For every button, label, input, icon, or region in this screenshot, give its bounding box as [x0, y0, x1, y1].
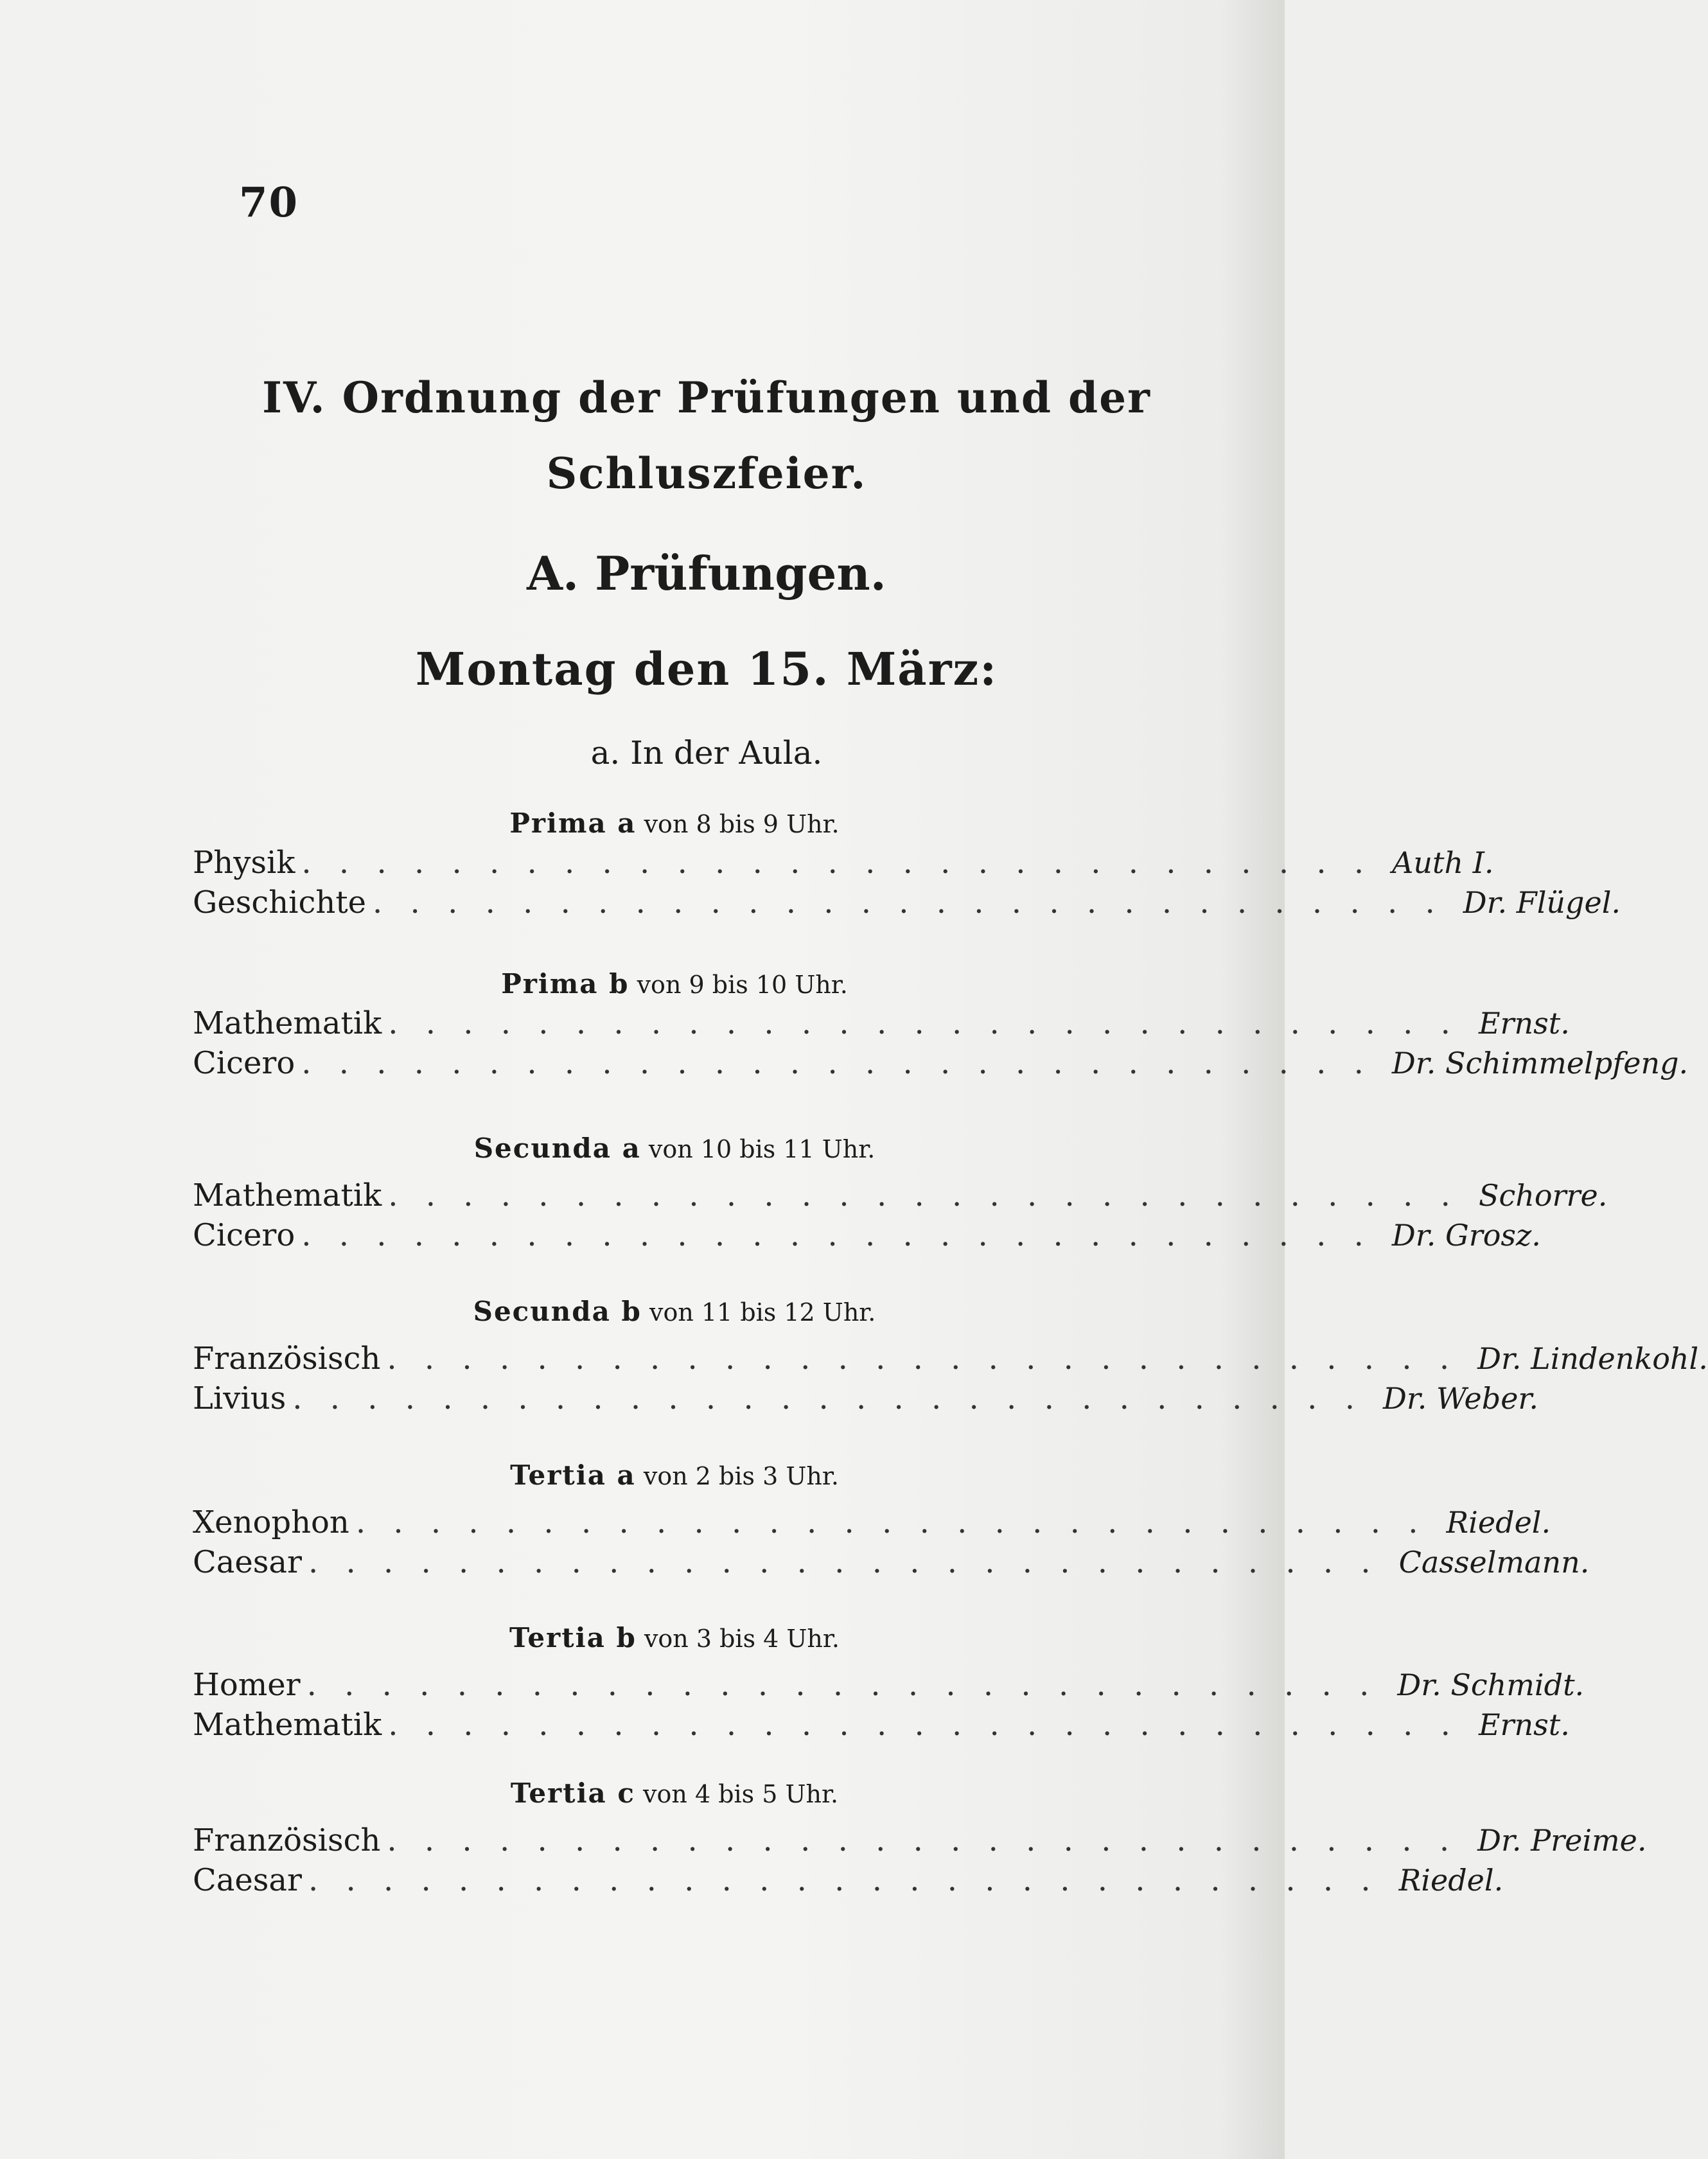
time-range: von 2 bis 3 Uhr.	[643, 1462, 839, 1490]
block-heading	[193, 965, 1156, 1003]
teacher: Dr. Lindenkohl.	[1477, 1341, 1708, 1376]
subject: Physik	[193, 845, 295, 881]
class-name: Secunda a	[473, 1132, 641, 1164]
table-row	[193, 1542, 1590, 1582]
sub-heading: A. Prüfungen.	[527, 546, 886, 601]
section-title-line-2: Schluszfeier.	[546, 448, 867, 498]
table-row	[193, 843, 1494, 883]
dot-leader: . . . . . . . . . . . . . . . . . . . . . . . . . . . . .	[387, 1341, 1459, 1377]
dot-leader: . . . . . . . . . . . . . . . . . . . . . . . . . . . . .	[388, 1707, 1459, 1743]
time-range: von 10 bis 11 Uhr.	[648, 1135, 876, 1163]
table-row	[193, 1502, 1551, 1542]
exam-block-tertia-b	[193, 1619, 1585, 1745]
dot-leader: . . . . . . . . . . . . . . . . . . . . . . . . . . . . .	[306, 1667, 1378, 1703]
teacher: Auth I.	[1392, 845, 1494, 880]
exam-block-tertia-c	[193, 1774, 1647, 1900]
class-name: Prima b	[501, 968, 629, 1000]
table-row	[193, 1176, 1608, 1215]
table-row	[193, 1043, 1689, 1083]
subject: Mathematik	[193, 1005, 382, 1041]
subject: Mathematik	[193, 1177, 382, 1213]
teacher: Ernst.	[1478, 1707, 1570, 1742]
table-row	[193, 1215, 1541, 1255]
subject: Homer	[193, 1667, 301, 1703]
section-title-line-1: IV. Ordnung der Prüfungen und der	[262, 373, 1151, 423]
table-row	[193, 1860, 1504, 1900]
page-number: 70	[239, 179, 299, 227]
teacher: Dr. Schimmelpfeng.	[1391, 1046, 1689, 1080]
section-title	[193, 360, 1220, 511]
block-heading	[193, 1774, 1156, 1813]
class-name: Tertia b	[509, 1622, 637, 1653]
teacher: Dr. Schmidt.	[1397, 1668, 1585, 1702]
table-row	[193, 1379, 1538, 1418]
table-row	[193, 1665, 1585, 1705]
time-range: von 11 bis 12 Uhr.	[649, 1298, 876, 1326]
dot-leader: . . . . . . . . . . . . . . . . . . . . . . . . . . . . .	[373, 885, 1444, 921]
teacher: Riedel.	[1446, 1505, 1551, 1540]
class-name: Tertia c	[510, 1777, 635, 1809]
table-row	[193, 1339, 1708, 1379]
teacher: Dr. Grosz.	[1391, 1218, 1541, 1253]
block-heading	[193, 804, 1156, 843]
teacher: Casselmann.	[1398, 1545, 1590, 1580]
teacher: Dr. Flügel.	[1463, 885, 1621, 920]
subject: Cicero	[193, 1217, 295, 1253]
subject: Französisch	[193, 1822, 381, 1858]
class-name: Prima a	[509, 807, 637, 839]
subject: Caesar	[193, 1862, 302, 1898]
subject: Cicero	[193, 1045, 295, 1081]
dot-leader: . . . . . . . . . . . . . . . . . . . . . . . . . . . . .	[301, 845, 1373, 881]
dot-leader: . . . . . . . . . . . . . . . . . . . . . . . . . . . . .	[308, 1862, 1380, 1898]
day-heading: Montag den 15. März:	[415, 642, 998, 696]
time-range: von 8 bis 9 Uhr.	[644, 810, 840, 838]
exam-block-prima-b	[193, 965, 1689, 1083]
class-name: Secunda b	[473, 1296, 642, 1327]
table-row	[193, 883, 1621, 922]
dot-leader: . . . . . . . . . . . . . . . . . . . . . . . . . . . . .	[301, 1217, 1373, 1253]
exam-block-prima-a	[193, 804, 1621, 922]
table-row	[193, 1003, 1570, 1043]
teacher: Schorre.	[1478, 1178, 1608, 1213]
dot-leader: . . . . . . . . . . . . . . . . . . . . . . . . . . . . .	[292, 1380, 1364, 1416]
block-heading	[193, 1456, 1156, 1495]
exam-block-secunda-b	[193, 1292, 1708, 1418]
block-heading	[193, 1129, 1156, 1168]
subject: Caesar	[193, 1544, 302, 1580]
subject: Xenophon	[193, 1504, 349, 1540]
exam-block-secunda-a	[193, 1129, 1608, 1255]
dot-leader: . . . . . . . . . . . . . . . . . . . . . . . . . . . . .	[388, 1177, 1459, 1213]
block-heading	[193, 1292, 1156, 1331]
subject: Mathematik	[193, 1707, 382, 1743]
dot-leader: . . . . . . . . . . . . . . . . . . . . . . . . . . . . .	[308, 1544, 1380, 1580]
time-range: von 4 bis 5 Uhr.	[643, 1780, 839, 1808]
subject: Livius	[193, 1380, 286, 1416]
dot-leader: . . . . . . . . . . . . . . . . . . . . . . . . . . . . .	[388, 1005, 1459, 1041]
subject: Französisch	[193, 1341, 381, 1377]
time-range: von 9 bis 10 Uhr.	[637, 971, 848, 999]
teacher: Dr. Weber.	[1382, 1381, 1538, 1416]
class-name: Tertia a	[510, 1459, 636, 1491]
block-heading	[193, 1619, 1156, 1657]
dot-leader: . . . . . . . . . . . . . . . . . . . . . . . . . . . . .	[301, 1045, 1373, 1081]
dot-leader: . . . . . . . . . . . . . . . . . . . . . . . . . . . . .	[387, 1822, 1459, 1858]
table-row	[193, 1820, 1647, 1860]
teacher: Dr. Preime.	[1477, 1823, 1647, 1858]
subject: Geschichte	[193, 885, 367, 921]
time-range: von 3 bis 4 Uhr.	[644, 1625, 840, 1653]
teacher: Riedel.	[1398, 1863, 1504, 1898]
table-row	[193, 1705, 1570, 1745]
dot-leader: . . . . . . . . . . . . . . . . . . . . . . . . . . . . .	[355, 1504, 1427, 1540]
venue-heading: a. In der Aula.	[590, 734, 823, 771]
teacher: Ernst.	[1478, 1006, 1570, 1041]
exam-block-tertia-a	[193, 1456, 1590, 1582]
